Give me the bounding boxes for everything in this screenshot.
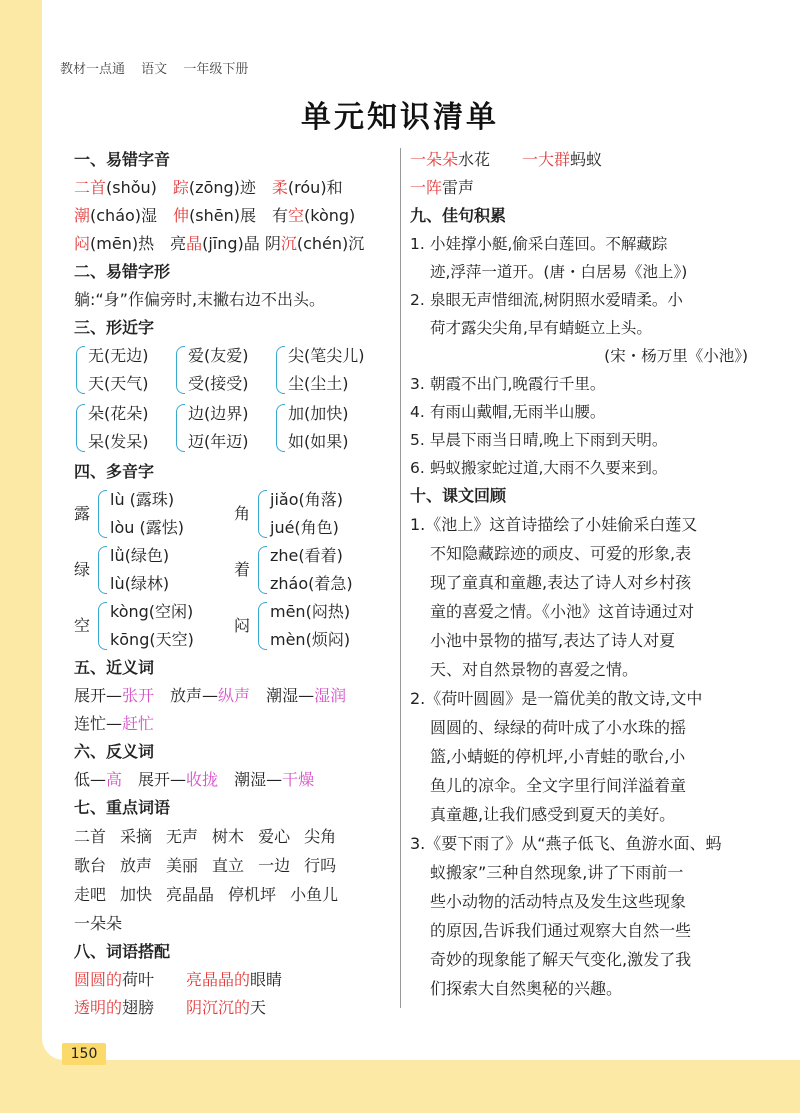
page-edge-band xyxy=(0,95,42,1075)
review-line xyxy=(410,829,770,858)
review-text: 些小动物的活动特点及发生这些现象 xyxy=(430,892,687,911)
key-words-row xyxy=(74,851,394,880)
pinyin-text: (shǒu) xyxy=(106,178,157,197)
key-char: 踪 xyxy=(156,178,189,197)
key-word: 一边 xyxy=(258,856,291,875)
review-text: 鱼儿的凉伞。全文字里行间洋溢着童 xyxy=(430,776,687,795)
review-line xyxy=(410,800,770,829)
sentence-text: 泉眼无声惜细流,树阴照水爱晴柔。小 xyxy=(430,291,683,309)
polyphone-reading: zhe(看着) xyxy=(270,546,343,565)
key-char: 潮 xyxy=(74,206,91,225)
polyphone-list xyxy=(74,486,394,654)
key-word: 小鱼儿 xyxy=(290,885,339,904)
modifier-word: 一朵朵 xyxy=(410,150,459,169)
sentence-item xyxy=(410,370,770,398)
sentence-text: 蚂蚁搬家蛇过道,大雨不久要来到。 xyxy=(430,459,668,477)
item-number: 3. xyxy=(410,834,426,853)
similar-chars-group xyxy=(274,342,374,398)
key-char: 闷 xyxy=(74,234,91,253)
key-char: 柔 xyxy=(271,178,288,197)
sentence-line xyxy=(410,286,770,314)
noun-word: 翅膀 xyxy=(122,998,187,1017)
section-title: 十、课文回顾 xyxy=(410,486,507,505)
key-word: 走吧 xyxy=(74,885,107,904)
review-line xyxy=(410,945,770,974)
similar-chars-row xyxy=(74,400,394,456)
similar-chars-group xyxy=(74,342,174,398)
book-name: 教材一点通 xyxy=(60,62,126,77)
highlight-word: 赶忙 xyxy=(122,714,155,733)
key-char: 空 xyxy=(288,206,305,225)
column-divider xyxy=(400,148,401,1008)
page-title: 单元知识清单 xyxy=(301,100,499,135)
section-title: 九、佳句积累 xyxy=(410,206,507,225)
word-pair-row xyxy=(74,682,394,710)
synonym-list xyxy=(74,682,394,738)
pinyin-text: (zōng)迹 xyxy=(188,178,272,197)
key-word: 美丽 xyxy=(166,856,199,875)
key-words-row xyxy=(74,909,394,938)
sentence-list xyxy=(410,230,770,482)
pinyin-text: (mēn)热 亮 xyxy=(90,234,187,253)
item-number: 4. xyxy=(410,403,425,421)
review-line xyxy=(410,713,770,742)
review-line xyxy=(410,539,770,568)
key-word: 加快 xyxy=(120,885,153,904)
collocation-row xyxy=(74,994,394,1022)
polyphone-reading: lù (露珠) xyxy=(110,490,175,509)
sentence-text: 小娃撑小艇,偷采白莲回。不解藏踪 xyxy=(430,235,668,253)
sentence-text: 朝霞不出门,晚霞行千里。 xyxy=(430,375,606,393)
review-text: 圆圆的、绿绿的荷叶成了小水珠的摇 xyxy=(430,718,687,737)
section-title: 五、近义词 xyxy=(74,658,155,677)
modifier-word: 亮晶晶的 xyxy=(186,970,251,989)
review-line xyxy=(410,626,770,655)
pronunciation-row xyxy=(74,202,394,230)
sentence-line xyxy=(410,370,770,398)
review-line xyxy=(410,597,770,626)
collocation-list xyxy=(74,966,394,1022)
polyphone-reading: mèn(烦闷) xyxy=(270,630,351,649)
key-char: 沉 xyxy=(280,234,297,253)
key-char: 晶 xyxy=(186,234,203,253)
word-pair-row xyxy=(74,766,394,794)
word-text: 潮湿— xyxy=(218,770,283,789)
key-word: 直立 xyxy=(212,856,245,875)
sentence-item xyxy=(410,398,770,426)
word-text: 展开— xyxy=(122,770,187,789)
polyphone-row xyxy=(74,542,394,598)
polyphone-char: 空 xyxy=(74,616,91,635)
word-text: 连忙— xyxy=(74,714,123,733)
section-title: 七、重点词语 xyxy=(74,798,171,817)
key-char: 二首 xyxy=(74,178,107,197)
similar-char-entry: 如(如果) xyxy=(288,432,349,451)
review-line xyxy=(410,858,770,887)
similar-chars-list xyxy=(74,342,394,456)
polyphone-char: 露 xyxy=(74,504,91,523)
polyphone-reading: mēn(闷热) xyxy=(270,602,351,621)
polyphone-readings xyxy=(96,598,194,654)
key-char: 伸 xyxy=(173,206,190,225)
right-column xyxy=(410,146,770,1003)
highlight-word: 干燥 xyxy=(282,770,315,789)
review-line xyxy=(410,974,770,1003)
similar-char-entry: 呆(发呆) xyxy=(88,432,149,451)
antonym-list xyxy=(74,766,394,794)
highlight-word: 湿润 xyxy=(314,686,347,705)
left-column xyxy=(74,146,394,1022)
polyphone-reading: kòng(空闲) xyxy=(110,602,194,621)
polyphone-reading: zháo(着急) xyxy=(270,574,353,593)
modifier-word: 一大群 xyxy=(522,150,571,169)
key-word: 停机坪 xyxy=(228,885,277,904)
section-title: 三、形近字 xyxy=(74,318,155,337)
review-text: 不知隐藏踪迹的顽皮、可爱的形象,表 xyxy=(430,544,692,563)
collocation-row xyxy=(410,174,770,202)
key-word: 一朵朵 xyxy=(74,914,123,933)
similar-char-entry: 尘(尘土) xyxy=(288,374,349,393)
polyphone-block xyxy=(234,598,364,654)
sentence-line xyxy=(410,398,770,426)
review-text: 《池上》这首诗描绘了小娃偷采白莲又 xyxy=(425,515,698,534)
glyph-note: 躺:“身”作偏旁时,末撇右边不出头。 xyxy=(74,290,326,309)
item-number: 3. xyxy=(410,375,425,393)
similar-chars-group xyxy=(74,400,174,456)
sentence-text: 迹,浮萍一道开。(唐・白居易《池上》) xyxy=(430,263,688,281)
key-word: 放声 xyxy=(120,856,153,875)
item-number: 6. xyxy=(410,459,425,477)
similar-char-entry: 受(接受) xyxy=(188,374,249,393)
section-title: 二、易错字形 xyxy=(74,262,171,281)
sentence-text: 有雨山戴帽,无雨半山腰。 xyxy=(430,403,606,421)
review-text: 童的喜爱之情。《小池》这首诗通过对 xyxy=(430,602,695,621)
review-text: 《要下雨了》从“燕子低飞、鱼游水面、蚂 xyxy=(425,834,722,853)
similar-char-entry: 尖(笔尖儿) xyxy=(288,346,365,365)
polyphone-char: 绿 xyxy=(74,560,91,579)
word-text: 低— xyxy=(74,770,107,789)
polyphone-char: 着 xyxy=(234,560,251,579)
review-line xyxy=(410,655,770,684)
key-word: 亮晶晶 xyxy=(166,885,215,904)
polyphone-row xyxy=(74,486,394,542)
similar-char-entry: 朵(花朵) xyxy=(88,404,149,423)
key-word: 歌台 xyxy=(74,856,107,875)
noun-word: 蚂蚁 xyxy=(570,150,603,169)
similar-char-entry: 迈(年迈) xyxy=(188,432,249,451)
review-text: 奇妙的现象能了解天气变化,激发了我 xyxy=(430,950,692,969)
review-line xyxy=(410,916,770,945)
modifier-word: 透明的 xyxy=(74,998,123,1017)
sentence-line xyxy=(410,258,770,286)
pinyin-text: (shēn)展 有 xyxy=(189,206,289,225)
similar-chars-group xyxy=(274,400,374,456)
review-text: 蚁搬家”三种自然现象,讲了下雨前一 xyxy=(430,863,684,882)
noun-word: 水花 xyxy=(458,150,523,169)
pinyin-text: (jīng)晶 阴 xyxy=(202,234,281,253)
review-line xyxy=(410,510,770,539)
pinyin-text: (cháo)湿 xyxy=(90,206,174,225)
review-text: 小池中景物的描写,表达了诗人对夏 xyxy=(430,631,676,650)
key-word: 树木 xyxy=(212,827,245,846)
polyphone-block xyxy=(234,542,364,598)
polyphone-reading: lǜ(绿色) xyxy=(110,546,170,565)
modifier-word: 阴沉沉的 xyxy=(186,998,251,1017)
sentence-line xyxy=(410,426,770,454)
similar-char-entry: 无(无边) xyxy=(88,346,149,365)
pronunciation-list xyxy=(74,174,394,258)
noun-word: 眼睛 xyxy=(250,970,283,989)
similar-char-entry: 爱(友爱) xyxy=(188,346,249,365)
review-line xyxy=(410,771,770,800)
sentence-line xyxy=(410,314,770,342)
sentence-line xyxy=(410,230,770,258)
polyphone-reading: kōng(天空) xyxy=(110,630,194,649)
polyphone-reading: jiǎo(角落) xyxy=(270,490,343,509)
review-line xyxy=(410,568,770,597)
polyphone-reading: lòu (露怯) xyxy=(110,518,184,537)
polyphone-block xyxy=(74,542,234,598)
polyphone-reading: lù(绿林) xyxy=(110,574,170,593)
highlight-word: 高 xyxy=(106,770,123,789)
key-words-row xyxy=(74,822,394,851)
similar-chars-row xyxy=(74,342,394,398)
review-item xyxy=(410,829,770,1003)
collocation-list-cont xyxy=(410,146,770,202)
item-number: 1. xyxy=(410,515,426,534)
highlight-word: 收拢 xyxy=(186,770,219,789)
collocation-row xyxy=(410,146,770,174)
item-number: 1. xyxy=(410,235,425,253)
sentence-item xyxy=(410,286,770,370)
highlight-word: 张开 xyxy=(122,686,155,705)
section-title: 六、反义词 xyxy=(74,742,155,761)
polyphone-readings xyxy=(96,486,184,542)
polyphone-char: 角 xyxy=(234,504,251,523)
item-number: 2. xyxy=(410,291,425,309)
sentence-source: (宋・杨万里《小池》) xyxy=(604,347,748,365)
pronunciation-row xyxy=(74,174,394,202)
review-line xyxy=(410,742,770,771)
sentence-item xyxy=(410,230,770,286)
section-title: 一、易错字音 xyxy=(74,150,171,169)
item-number: 2. xyxy=(410,689,426,708)
polyphone-readings xyxy=(256,542,353,598)
polyphone-char: 闷 xyxy=(234,616,251,635)
section-title: 八、词语搭配 xyxy=(74,942,171,961)
sentence-text: 早晨下雨当日晴,晚上下雨到天明。 xyxy=(430,431,668,449)
key-word: 行吗 xyxy=(304,856,337,875)
noun-word: 雷声 xyxy=(442,178,475,197)
noun-word: 荷叶 xyxy=(122,970,187,989)
word-text: 展开— xyxy=(74,686,123,705)
review-text: 《荷叶圆圆》是一篇优美的散文诗,文中 xyxy=(425,689,703,708)
section-title: 四、多音字 xyxy=(74,462,155,481)
key-word: 二首 xyxy=(74,827,107,846)
polyphone-reading: jué(角色) xyxy=(270,518,339,537)
pronunciation-row xyxy=(74,230,394,258)
subject: 语文 xyxy=(141,62,168,77)
word-text: 潮湿— xyxy=(250,686,315,705)
review-text: 现了童真和童趣,表达了诗人对乡村孩 xyxy=(430,573,692,592)
noun-word: 天 xyxy=(250,998,267,1017)
running-header xyxy=(60,58,260,77)
review-line xyxy=(410,887,770,916)
pinyin-text: (chén)沉 xyxy=(296,234,365,253)
key-word: 无声 xyxy=(166,827,199,846)
review-text: 真童趣,让我们感受到夏天的美好。 xyxy=(430,805,676,824)
review-item xyxy=(410,510,770,684)
polyphone-readings xyxy=(96,542,169,598)
similar-chars-group xyxy=(174,400,274,456)
polyphone-block xyxy=(74,486,234,542)
sentence-item xyxy=(410,426,770,454)
similar-char-entry: 天(天气) xyxy=(88,374,149,393)
polyphone-block xyxy=(234,486,364,542)
item-number: 5. xyxy=(410,431,425,449)
review-line xyxy=(410,684,770,713)
sentence-line xyxy=(410,454,770,482)
review-text: 们探索大自然奥秘的兴趣。 xyxy=(430,979,623,998)
review-text: 的原因,告诉我们通过观察大自然一些 xyxy=(430,921,692,940)
polyphone-block xyxy=(74,598,234,654)
modifier-word: 一阵 xyxy=(410,178,443,197)
collocation-row xyxy=(74,966,394,994)
review-text: 篮,小蜻蜓的停机坪,小青蛙的歌台,小 xyxy=(430,747,686,766)
key-word: 尖角 xyxy=(304,827,337,846)
word-pair-row xyxy=(74,710,394,738)
key-words-row xyxy=(74,880,394,909)
polyphone-row xyxy=(74,598,394,654)
modifier-word: 圆圆的 xyxy=(74,970,123,989)
key-word: 爱心 xyxy=(258,827,291,846)
pinyin-text: (róu)和 xyxy=(287,178,343,197)
similar-char-entry: 边(边界) xyxy=(188,404,249,423)
grade: 一年级下册 xyxy=(183,62,249,77)
key-words-list xyxy=(74,822,394,938)
review-item xyxy=(410,684,770,829)
highlight-word: 纵声 xyxy=(218,686,251,705)
similar-chars-group xyxy=(174,342,274,398)
review-text: 天、对自然景物的喜爱之情。 xyxy=(430,660,639,679)
page-number: 150 xyxy=(62,1043,106,1065)
polyphone-readings xyxy=(256,486,343,542)
key-word: 采摘 xyxy=(120,827,153,846)
word-text: 放声— xyxy=(154,686,219,705)
sentence-text: 荷才露尖尖角,早有蜻蜓立上头。 xyxy=(430,319,652,337)
review-list xyxy=(410,510,770,1003)
pinyin-text: (kòng) xyxy=(304,206,356,225)
similar-char-entry: 加(加快) xyxy=(288,404,349,423)
sentence-item xyxy=(410,454,770,482)
polyphone-readings xyxy=(256,598,350,654)
